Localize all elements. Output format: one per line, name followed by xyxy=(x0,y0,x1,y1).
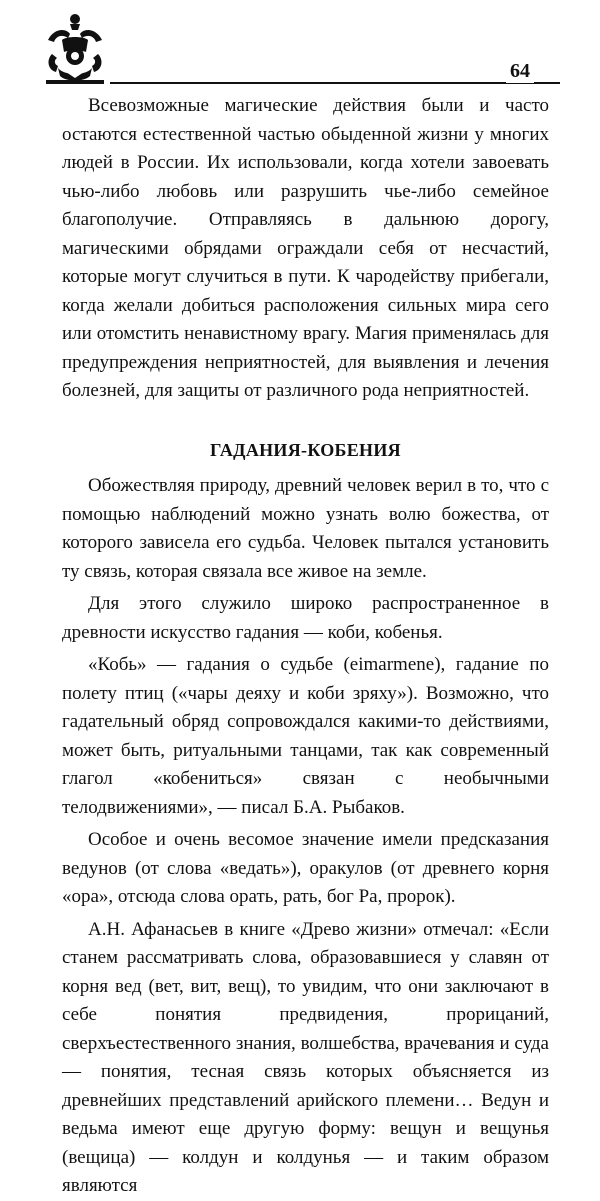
body-paragraph: Особое и очень весомое значение имели предсказания ведунов (от слова «ведать»), оракулов (от древнего корня «ора», отсюда слова орать, рать, бог Ра, пророк). xyxy=(62,829,549,907)
body-paragraph: «Кобь» — гадания о судьбе (eimarmene), гадание по полету птиц («чары деяху и коби зряху»). Возможно, что гадательный обряд сопровождался какими-то действиями, может быть, ритуальными танцами, так как современный глагол «кобениться» связан с необычными телодвижениями», — писал Б.А. Рыбаков. xyxy=(62,654,549,818)
body-paragraph: А.Н. Афанасьев в книге «Древо жизни» отмечал: «Если станем рассматривать слова, образовавшиеся у славян от корня вед (вет, вит, вещ), то увидим, что они заключают в себе понятия предвидения, прорицаний, сверхъестественного знания, волшебства, врачевания и суда — понятия, тесная связь которых объясняется из древнейших представлений арийского племени… Ведун и ведьма имеют еще другую форму: вещун и вещунья (вещица) — колдун и колдунья — и таким образом являются xyxy=(62,918,549,1196)
page-number: 64 xyxy=(506,60,534,83)
header-rule xyxy=(110,82,560,84)
intro-paragraph: Всевозможные магические действия были и часто остаются естественной частью обыденной жизни у многих людей в России. Их использовали, когда хотели завоевать чью-либо любовь или разрушить чье-либо семейное благополучие. Отправляясь в дальнюю дорогу, магическими обрядами ограждали себя от несчастий, которые могут случиться в пути. К чародейству прибегали, когда желали добиться расположения сильных мира сего или отомстить ненавистному врагу. Магия применялась для предупреждения неприятностей, для выявления и лечения болезней, для защиты от различного рода неприятностей. xyxy=(62,95,549,401)
page-header xyxy=(40,10,560,86)
page-body xyxy=(62,92,549,1201)
body-paragraph: Для этого служило широко распространенное в древности искусство гадания — коби, кобенья. xyxy=(62,593,549,643)
section-heading: ГАДАНИЯ-КОБЕНИЯ xyxy=(210,439,401,460)
body-paragraph: Обожествляя природу, древний человек верил в то, что с помощью наблюдений можно узнать волю божества, от которого зависела его судьба. Человек пытался установить ту связь, которая связала все живое на земле. xyxy=(62,475,549,582)
ornament-emblem-icon xyxy=(40,10,110,86)
